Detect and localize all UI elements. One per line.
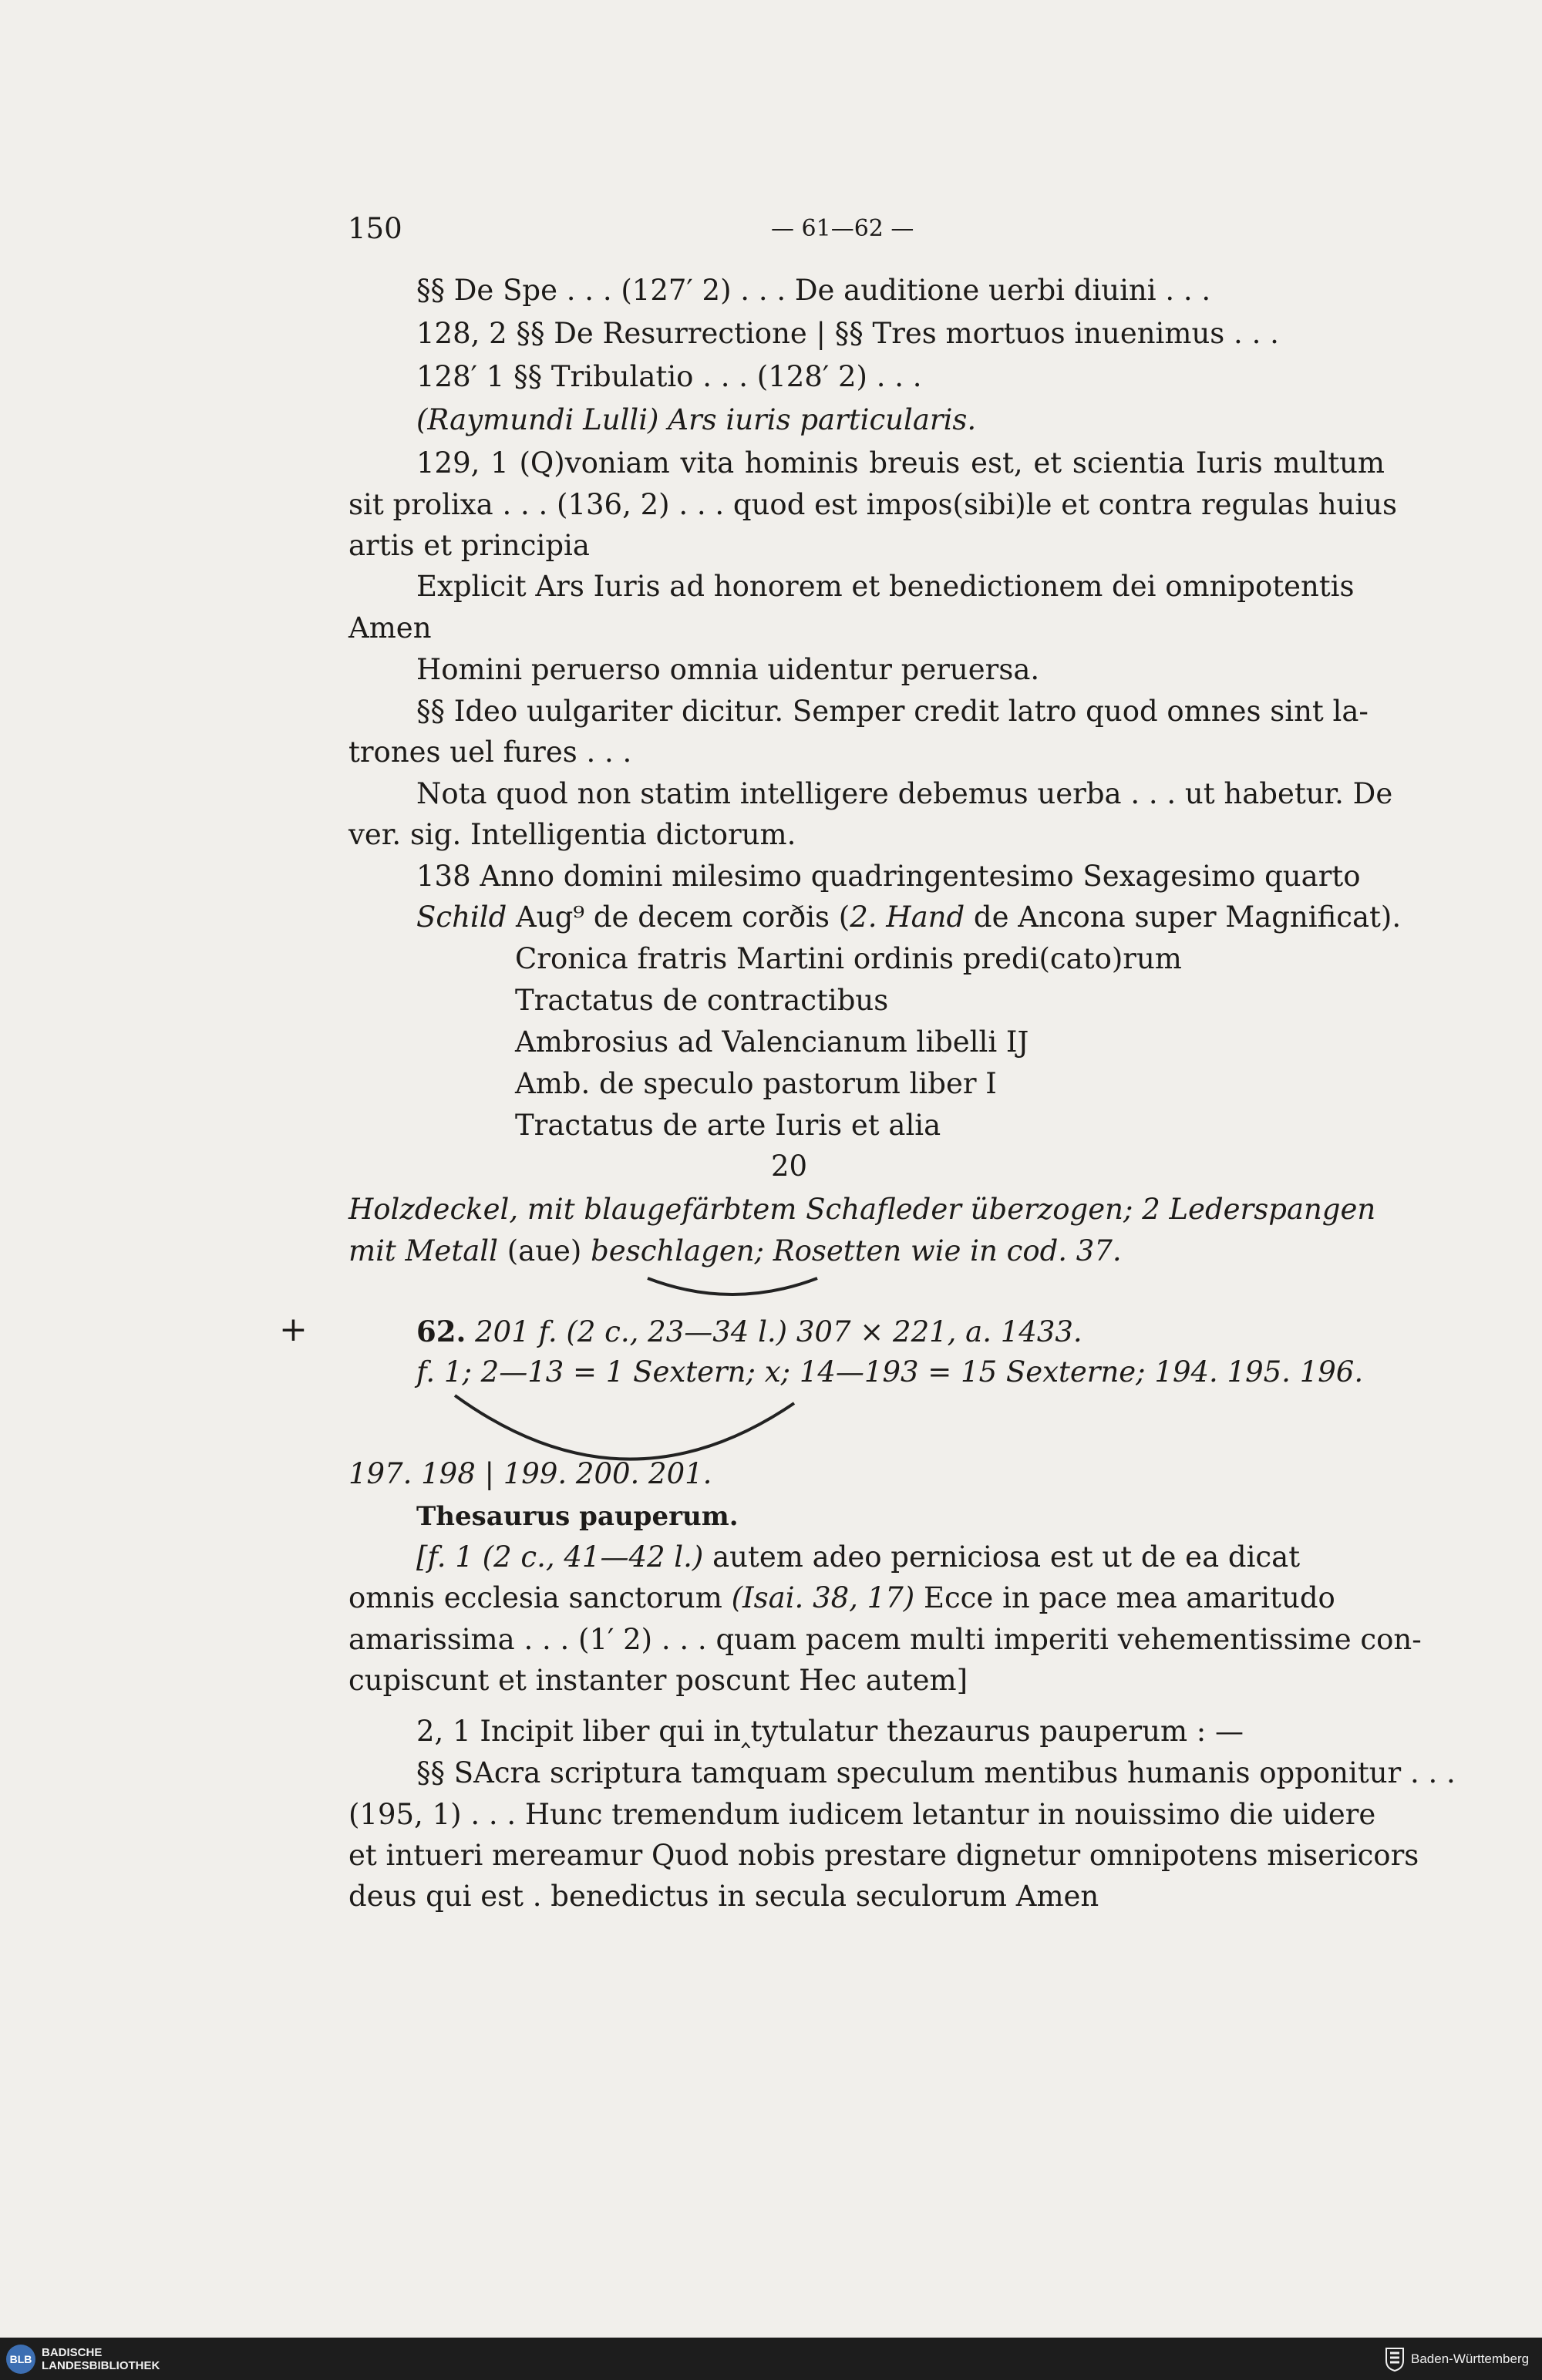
text-line-36: et intueri mereamur Quod nobis prestare dignetur omnipotens misericors [348, 1839, 1419, 1872]
text-line-8: Explicit Ars Iuris ad honorem et benedictionem dei omnipotentis [416, 570, 1355, 603]
blb-line-1: BADISCHE [42, 2346, 103, 2359]
text-line-26: f. 1; 2—13 = 1 Sextern; x; 14—193 = 15 Sexterne; 194. 195. 196. [416, 1355, 1364, 1389]
text-line-10: Homini peruerso omnia uidentur peruersa. [416, 653, 1040, 686]
line-30-part: omnis ecclesia sanctorum [348, 1581, 722, 1614]
text-line-23: Holzdeckel, mit blaugefärbtem Schafleder überzogen; 2 Lederspangen [348, 1193, 1376, 1226]
text-line-30 [348, 1581, 1335, 1615]
blb-line-2: LANDESBIBLIOTHEK [42, 2359, 160, 2372]
line-16-end: de Ancona super Magnificat). [973, 900, 1402, 934]
text-line-28: Thesaurus pauperum. [416, 1501, 739, 1532]
schild-note: Schild [416, 900, 507, 934]
text-line-29 [416, 1540, 1300, 1574]
text-line-31: amarissima . . . (1′ 2) . . . quam pacem multi imperiti vehementissime con- [348, 1623, 1422, 1656]
page-number: 150 [348, 212, 402, 245]
margin-plus: + [279, 1310, 308, 1349]
text-line-35: (195, 1) . . . Hunc tremendum iudicem letantur in nouissimo die uidere [348, 1798, 1376, 1831]
text-line-3: 128′ 1 §§ Tribulatio . . . (128′ 2) . . . [416, 360, 922, 393]
isaiah-ref: (Isai. 38, 17) [731, 1581, 915, 1614]
text-line-33: 2, 1 Incipit liber qui in‸tytulatur thezaurus pauperum : — [416, 1715, 1244, 1748]
binding-metal: mit Metall [348, 1234, 498, 1267]
text-line-16 [416, 900, 1401, 934]
text-line-4: (Raymundi Lulli) Ars iuris particularis. [416, 403, 977, 436]
text-line-22: 20 [771, 1150, 808, 1183]
text-line-13: Nota quod non statim intelligere debemus uerba . . . ut habetur. De [416, 777, 1393, 810]
text-line-34: §§ SAcra scriptura tamquam speculum mentibus humanis opponitur . . . [416, 1756, 1456, 1789]
text-line-12: trones uel fures . . . [348, 736, 632, 769]
text-line-1: §§ De Spe . . . (127′ 2) . . . De auditione uerbi diuini . . . [416, 274, 1211, 307]
codex-number: 62. [416, 1315, 466, 1348]
second-hand-note: 2. Hand [850, 900, 965, 934]
folio-ref: [f. 1 (2 c., 41—42 l.) [416, 1540, 704, 1574]
text-line-5: 129, 1 (Q)voniam vita hominis breuis est, et scientia Iuris multum [416, 446, 1385, 480]
text-line-2: 128, 2 §§ De Resurrectione | §§ Tres mortuos inuenimus . . . [416, 317, 1279, 350]
text-line-25 [416, 1315, 1082, 1349]
text-line-32: cupiscunt et instanter poscunt Hec autem] [348, 1664, 968, 1697]
line-29-rest: autem adeo perniciosa est ut de ea dicat [712, 1540, 1301, 1574]
text-line-15: 138 Anno domini milesimo quadringentesimo Sexagesimo quarto [416, 860, 1361, 893]
text-line-7: artis et principia [348, 529, 590, 562]
binding-rest: beschlagen; Rosetten wie in cod. 37. [591, 1234, 1122, 1267]
text-line-20: Amb. de speculo pastorum liber I [515, 1067, 997, 1100]
line-16-part: Aug⁹ de decem corðis ( [516, 900, 850, 934]
baden-wuerttemberg-label[interactable]: Baden-Württemberg [1411, 2351, 1530, 2366]
blb-logo-icon[interactable]: BLB [6, 2345, 35, 2374]
text-line-21: Tractatus de arte Iuris et alia [515, 1109, 941, 1142]
text-line-14: ver. sig. Intelligentia dictorum. [348, 818, 796, 851]
text-line-11: §§ Ideo uulgariter dicitur. Semper credit latro quod omnes sint la- [416, 695, 1369, 728]
text-line-17: Cronica fratris Martini ordinis predi(cato)rum [515, 942, 1182, 975]
line-30-end: Ecce in pace mea amaritudo [923, 1581, 1335, 1614]
blb-wordmark[interactable] [42, 2346, 160, 2372]
text-line-24 [348, 1234, 1122, 1268]
codex-description: 201 f. (2 c., 23—34 l.) 307 × 221, a. 1433. [475, 1315, 1082, 1348]
baden-wuerttemberg-lion-icon[interactable] [1383, 2345, 1406, 2372]
text-line-6: sit prolixa . . . (136, 2) . . . quod est impos(sibi)le et contra regulas huius [348, 488, 1398, 521]
text-line-18: Tractatus de contractibus [515, 984, 889, 1017]
text-line-19: Ambrosius ad Valencianum libelli IJ [515, 1025, 1029, 1059]
text-line-37: deus qui est . benedictus in secula seculorum Amen [348, 1880, 1099, 1913]
binding-aue: (aue) [507, 1234, 582, 1267]
running-title: — 61—62 — [771, 215, 914, 242]
text-line-27: 197. 198 | 199. 200. 201. [348, 1457, 712, 1490]
ligature-arc-upper [632, 1272, 833, 1303]
footer-bar [0, 2338, 1542, 2380]
text-line-9: Amen [348, 611, 432, 645]
